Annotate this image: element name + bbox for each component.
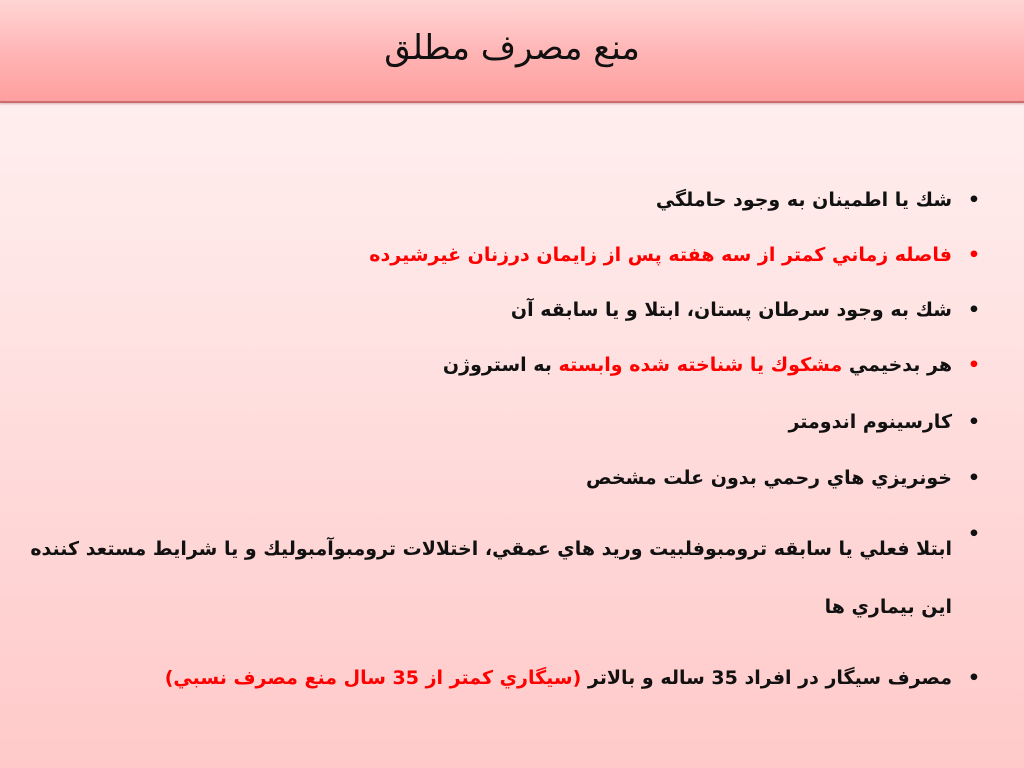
bullet-marker: • — [967, 189, 980, 211]
bullet-text — [586, 467, 952, 489]
bullet-text-segment: فاصله زماني كمتر از سه هفته پس از زايمان درزنان غيرشيرده — [369, 244, 952, 266]
bullet-marker: • — [967, 299, 980, 321]
bullet-text — [511, 299, 952, 321]
bullet-text-segment: شك به وجود سرطان پستان، ابتلا و يا سابقه آن — [510, 299, 952, 321]
bullet-marker: • — [967, 354, 980, 376]
bullet-text-segment: شك يا اطمينان به وجود حاملگي — [655, 189, 952, 211]
bullet-marker: • — [967, 411, 980, 433]
bullet-text-segment: مشكوك يا شناخته شده وابسته — [558, 354, 843, 376]
bullet-item — [14, 296, 980, 324]
bullet-item — [14, 408, 980, 436]
bullet-item — [14, 241, 980, 269]
bullet-text-segment: به استروژن — [442, 354, 559, 376]
bullet-marker: • — [967, 467, 980, 489]
bullet-text-segment: ابتلا فعلي يا سابقه ترومبوفلبيت وريد هاي عمقي، اختلالات ترومبوآمبوليك و يا شرايط مستعد كننده اين بيماري ها — [30, 538, 952, 618]
bullet-item — [14, 520, 980, 636]
bullet-text — [165, 667, 952, 689]
bullet-item — [14, 464, 980, 492]
bullet-text — [656, 189, 952, 211]
bullet-list — [14, 186, 980, 692]
bullet-marker: • — [967, 244, 980, 266]
bullet-text — [30, 538, 952, 618]
bullet-marker: • — [967, 523, 980, 545]
bullet-item — [14, 351, 980, 379]
bullet-text — [443, 354, 952, 376]
bullet-text-segment: (سيگاري كمتر از 35 سال منع مصرف نسبي) — [164, 667, 582, 689]
bullet-text — [788, 411, 952, 433]
bullet-item — [14, 186, 980, 214]
slide-title: منع مصرف مطلق — [384, 28, 640, 68]
slide-header — [0, 0, 1024, 103]
bullet-item — [14, 664, 980, 692]
bullet-text-segment: خونريزي هاي رحمي بدون علت مشخص — [585, 467, 952, 489]
bullet-text-segment: مصرف سيگار در افراد 35 ساله و بالاتر — [581, 667, 952, 689]
bullet-text — [369, 244, 952, 266]
bullet-marker: • — [967, 667, 980, 689]
bullet-text-segment: هر بدخيمي — [842, 354, 952, 376]
bullet-text-segment: كارسينوم اندومتر — [788, 411, 952, 433]
